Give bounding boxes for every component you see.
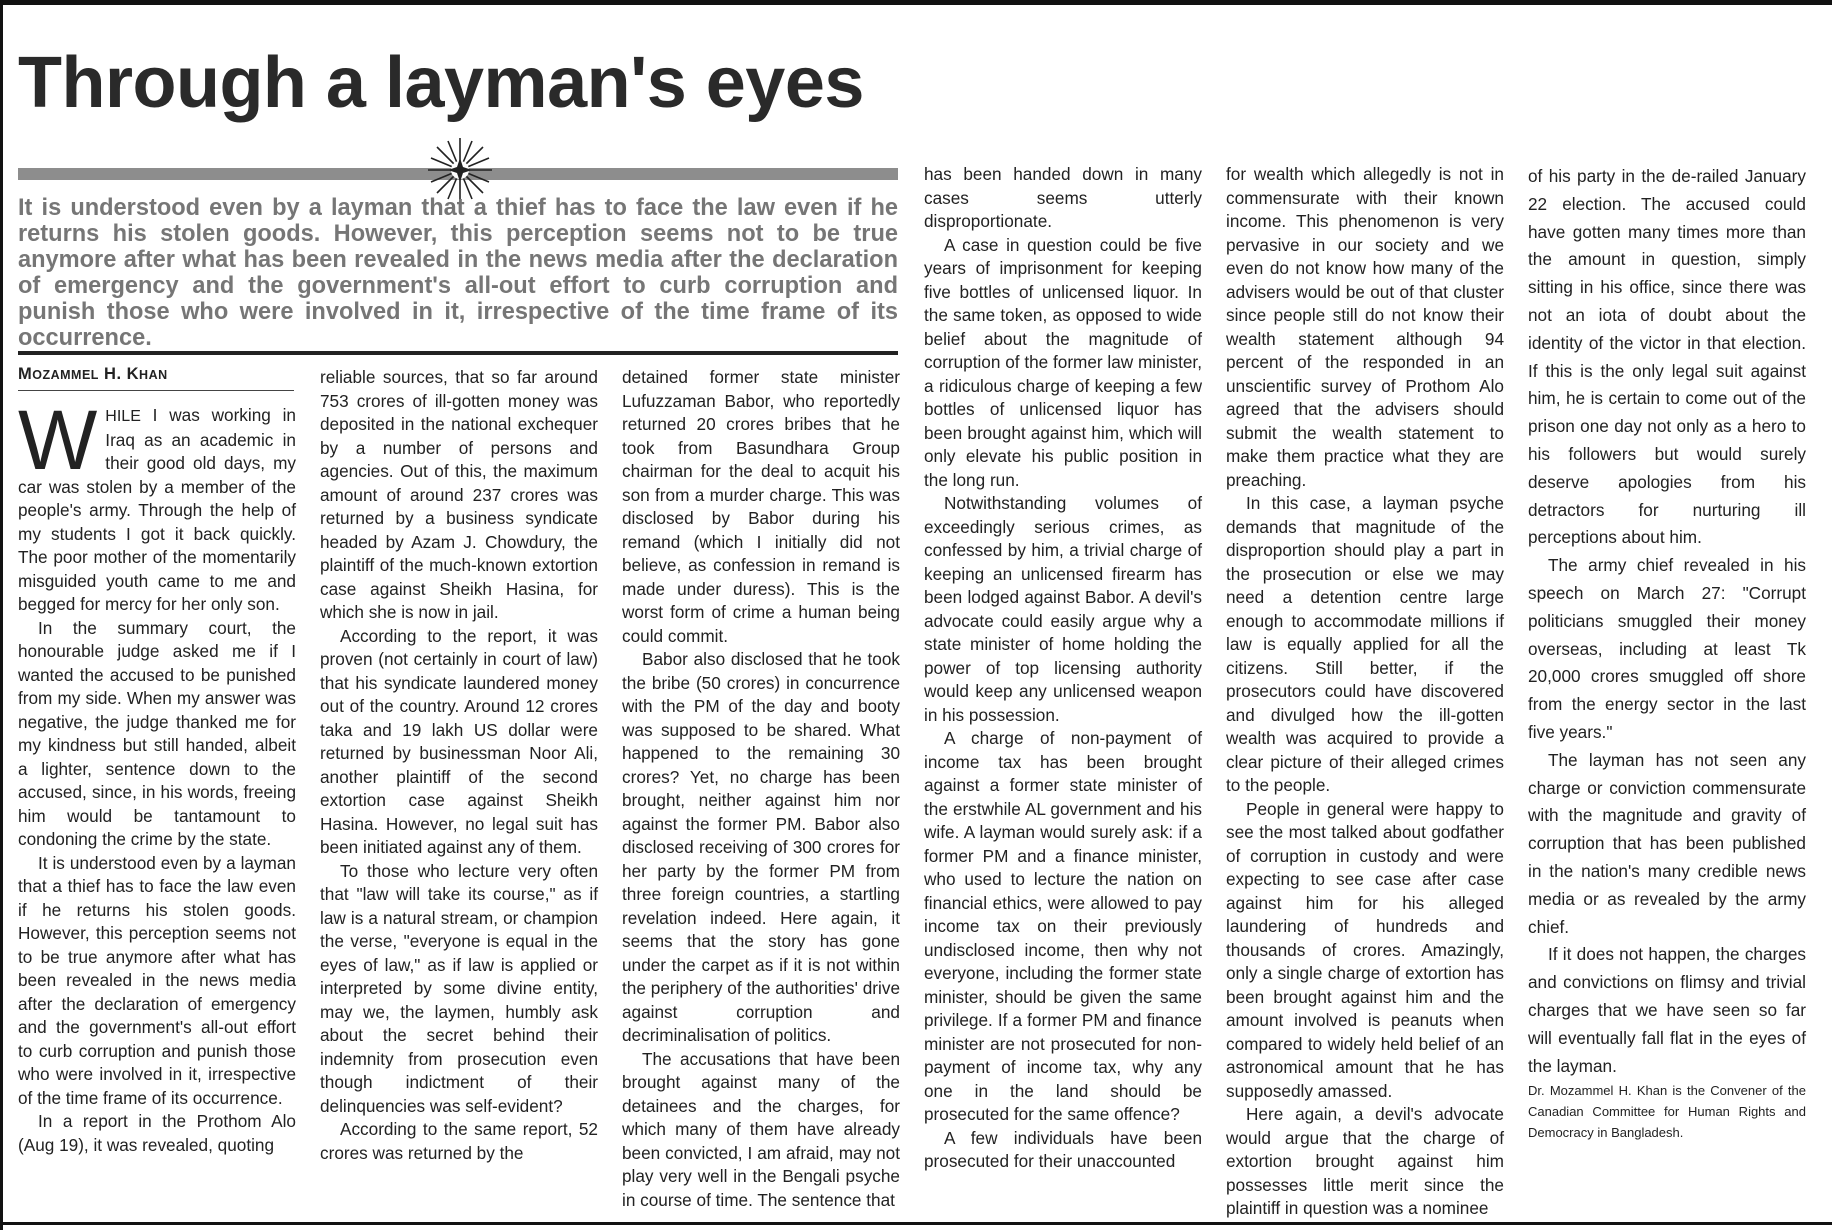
column-3 (622, 366, 900, 1212)
deck-rule (18, 351, 898, 355)
drop-cap: W (18, 393, 98, 487)
column-4 (924, 163, 1202, 1174)
lead-caps: HILE (105, 408, 141, 425)
column-5 (1226, 163, 1504, 1221)
paragraph: Babor also disclosed that he took the bribe (50 crores) in concurrence with the PM of the day and booty was supposed to be shared. What happened to the remaining 30 crores? Yet, no charge has been brought, neither against him nor against the former PM. Babor also disclosed receiving of 300 crores for her party by the former PM from three foreign countries, a startling revelation indeed. Here again, it seems that the story has gone under the carpet as if it is not within the periphery of the authorities' drive against corruption and decriminalisation of politics. (622, 649, 900, 1045)
byline-middle: H. (104, 365, 122, 383)
lead-text: I was working in Iraq as an academic in their good old days, my car was stolen by a member of the people's army. Through the help of my students I got it back quickly. The poor mother of the momentarily misguided youth came to me and begged for mercy for her only son. (18, 405, 296, 614)
column-6 (1528, 163, 1806, 1143)
paragraph: To those who lecture very often that "law will take its course," as if law is a natural stream, or champion the verse, "everyone is equal in the eyes of law," as if law is applied or interpreted by some divine entity, may we, the laymen, humbly ask about the secret behind their indemnity from prosecution even though indictment of their delinquencies was self-evident? (320, 860, 598, 1116)
paragraph: of his party in the de-railed January 22 election. The accused could have gotten many times more than the amount in question, simply sitting in his office, since there was not an iota of doubt about the identity of the victor in that election. If this is the only legal suit against him, he is certain to come out of the prison one day not only as a hero to his followers but would surely deserve apologies from his detractors for nurturing ill perceptions about him. (1528, 166, 1806, 548)
bottom-border (0, 1222, 1832, 1225)
author-note: Dr. Mozammel H. Khan is the Convener of the Canadian Committee for Human Rights and Democracy in Bangladesh. (1528, 1083, 1806, 1141)
byline (18, 365, 294, 391)
column-1 (18, 393, 296, 1157)
paragraph: for wealth which allegedly is not in commensurate with their known income. This phenomenon is very pervasive in our society and we even do not know how many of the advisers would be out of that cluster since people still do not know their wealth statement although 94 percent of the responded in an unscientific survey of Prothom Alo agreed that the advisers should submit the wealth statement to make them practice what they are preaching. (1226, 164, 1504, 490)
page-title: Through a layman's eyes (18, 43, 864, 123)
paragraph: Notwithstanding volumes of exceedingly serious crimes, as confessed by him, a trivial charge of keeping an unlicensed firearm has been lodged against Babor. A devil's advocate could easily argue why a state minister of home holding the power of top licensing authority would keep any unlicensed weapon in his possession. (924, 493, 1202, 725)
paragraph: According to the same report, 52 crores was returned by the (320, 1119, 598, 1163)
paragraph: reliable sources, that so far around 753 crores of ill-gotten money was deposited in the national exchequer by a number of persons and agencies. Out of this, the maximum amount of around 237 crores was returned by a business syndicate headed by Azam J. Chowdury, the plaintiff of the much-known extortion case against Sheikh Hasina, for which she is now in jail. (320, 367, 598, 622)
column-2 (320, 366, 598, 1165)
paragraph: Here again, a devil's advocate would argue that the charge of extortion brought against him possesses little merit since the plaintiff in question was a nominee (1226, 1104, 1504, 1218)
byline-last-initial: K (126, 365, 140, 383)
byline-first-initial: M (18, 365, 33, 383)
paragraph: If it does not happen, the charges and convictions on flimsy and trivial charges that we have seen so far will eventually fall flat in the eyes of the layman. (1528, 944, 1806, 1076)
starburst-icon (428, 138, 492, 202)
left-border (0, 0, 3, 1230)
top-border (0, 0, 1832, 5)
byline-first-rest: OZAMMEL (32, 368, 99, 382)
paragraph: The layman has not seen any charge or conviction commensurate with the magnitude and gravity of corruption that has been published in the nation's many credible news media or as revealed by the army chief. (1528, 749, 1806, 937)
deck-summary: It is understood even by a layman that a thief has to face the law even if he returns his stolen goods. However, this perception seems not to be true anymore after what has been revealed in the news media after the declaration of emergency and the government's all-out effort to curb corruption and punish those who were involved in it, irrespective of the time frame of its occurrence. (18, 195, 898, 351)
paragraph: A few individuals have been prosecuted for their unaccounted (924, 1127, 1202, 1171)
paragraph: It is understood even by a layman that a thief has to face the law even if he returns his stolen goods. However, this perception seems not to be true anymore after what has been revealed in the news media after the declaration of emergency and the government's all-out effort to curb corruption and punish those who were involved in it, irrespective of the time frame of its occurrence. (18, 852, 296, 1108)
byline-last-rest: HAN (139, 368, 168, 382)
paragraph: A charge of non-payment of income tax has been brought against a former state minister of the erstwhile AL government and his wife. A layman would surely ask: if a former PM and a finance minister, who used to lecture the nation on financial ethics, were allowed to pay income tax on their previously undisclosed income, then why not everyone, including the former state minister, should be given the same privilege. If a former PM and finance minister are not prosecuted for non-payment of income tax, why any one in the land should be prosecuted for the same offence? (924, 728, 1202, 1124)
paragraph: The army chief revealed in his speech on March 27: "Corrupt politicians smuggled their money overseas, including at least Tk 20,000 crores smuggled off shore from the energy sector in the last five years." (1528, 555, 1806, 742)
paragraph: In this case, a layman psyche demands that magnitude of the disproportion should play a part in the prosecution or else we may need a detention centre large enough to accommodate millions if law is equally applied for all the citizens. Still better, if the prosecutors could have discovered and divulged how the ill-gotten wealth was acquired to provide a clear picture of their alleged crimes to the people. (1226, 493, 1504, 795)
paragraph: In a report in the Prothom Alo (Aug 19), it was revealed, quoting (18, 1111, 296, 1155)
paragraph: A case in question could be five years of imprisonment for keeping five bottles of unlicensed liquor. In the same token, as opposed to wide belief about the magnitude of corruption of the former law minister, a ridiculous charge of keeping a few bottles of unlicensed liquor has been brought against him, which will only elevate his public position in the long run. (924, 234, 1202, 490)
paragraph: The accusations that have been brought against many of the detainees and the charges, for which many of them have already been convicted, I am afraid, may not play very well in the Bengali psyche in course of time. The sentence that (622, 1048, 900, 1210)
paragraph: In the summary court, the honourable judge asked me if I wanted the accused to be punished from my side. When my answer was negative, the judge thanked me for my kindness but still handed, albeit a lighter, sentence down to the accused, since, in his words, freeing him would be tantamount to condoning the crime by the state. (18, 617, 296, 849)
paragraph (18, 393, 296, 617)
paragraph: has been handed down in many cases seems utterly disproportionate. (924, 164, 1202, 231)
paragraph: detained former state minister Lufuzzaman Babor, who reportedly returned 20 crores bribes that he took from Basundhara Group chairman for the deal to acquit his son from a murder charge. This was disclosed by Babor during his remand (which I initially did not believe, as confession in remand is made under duress). This is the worst form of crime a human being could commit. (622, 367, 900, 646)
paragraph: According to the report, it was proven (not certainly in court of law) that his syndicate laundered money out of the country. Around 12 crores taka and 19 lakh US dollar were returned by businessman Noor Ali, another plaintiff of the second extortion case against Sheikh Hasina. However, no legal suit has been initiated against any of them. (320, 625, 598, 857)
paragraph: People in general were happy to see the most talked about godfather of corruption in custody and were expecting to see case after case against him for his alleged laundering of hundreds and thousands of crores. Amazingly, only a single charge of extortion has been brought against him and the amount involved is peanuts when compared to widely held belief of an astronomical amount that he has supposedly amassed. (1226, 798, 1504, 1101)
